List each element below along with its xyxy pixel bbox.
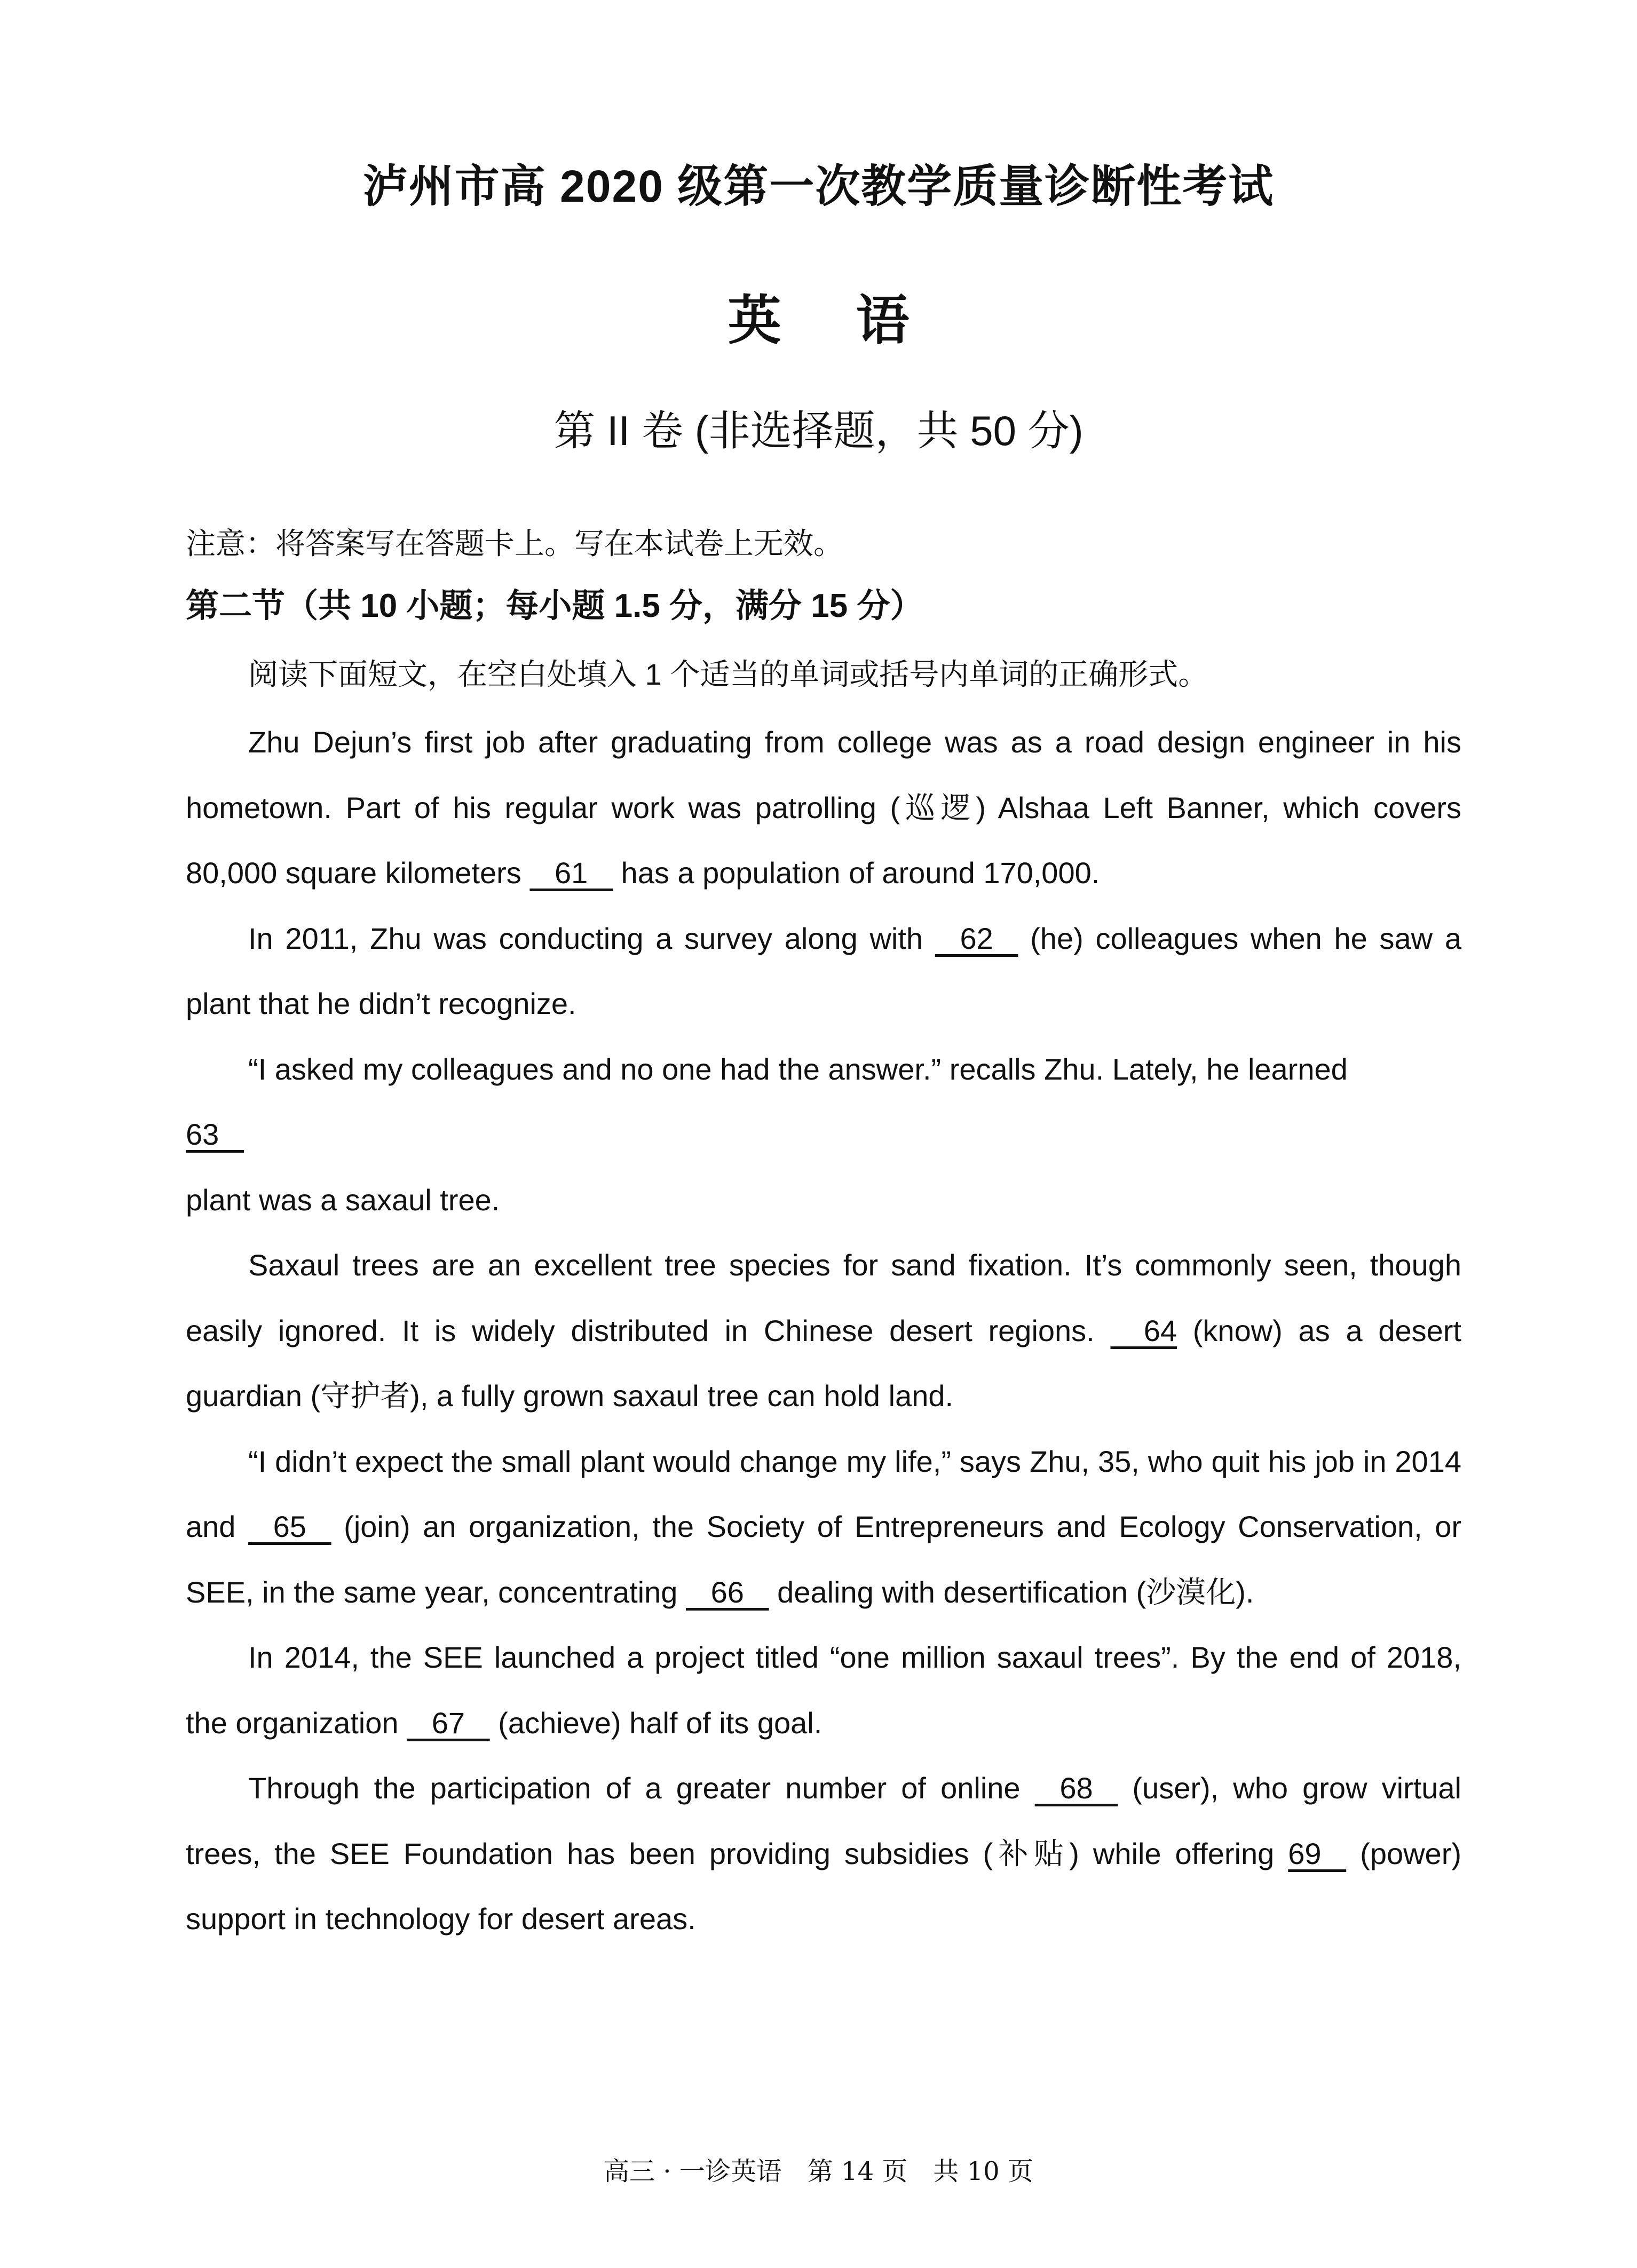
paragraph-text: In 2011, Zhu was conducting a survey along with xyxy=(248,921,935,955)
paragraph-5 xyxy=(186,1429,1461,1625)
paragraph-text: (user), who grow virtual trees, the SEE Foundation has been providing subsidies (补贴) while offering xyxy=(186,1771,1461,1870)
notice-text: 注意：将答案写在答题卡上。写在本试卷上无效。 xyxy=(186,527,843,560)
paragraph-text: “I didn’t expect the small plant would change my life,” says Zhu, 35, who quit his job in 2014 and xyxy=(186,1444,1461,1543)
blank-64: 64 xyxy=(1110,1313,1177,1347)
subject-char-1: 英 xyxy=(727,291,781,351)
paragraph-text: dealing with desertification (沙漠化). xyxy=(769,1575,1254,1609)
paragraph-text: (achieve) half of its goal. xyxy=(489,1706,823,1740)
paragraph-3-blank-line xyxy=(186,1102,1461,1168)
paragraph-1 xyxy=(186,710,1461,906)
paragraph-text: has a population of around 170,000. xyxy=(613,856,1100,890)
paragraph-text: In 2014, the SEE launched a project titled “one million saxaul trees”. By the end of 2018, the organization xyxy=(186,1640,1461,1740)
paragraph-text: plant was a saxaul tree. xyxy=(186,1183,500,1217)
paragraph-7 xyxy=(186,1756,1461,1952)
reading-passage xyxy=(186,710,1461,1952)
blank-63: 63 xyxy=(186,1117,244,1151)
section-title: 第二节（共 10 小题；每小题 1.5 分，满分 15 分） xyxy=(186,588,923,624)
paragraph-3 xyxy=(186,1037,1461,1103)
paragraph-3-continued xyxy=(186,1168,1461,1233)
paragraph-text: Zhu Dejun’s first job after graduating from college was as a road design engineer in his hometown. Part of his regular work was patrolling (巡逻) Alshaa Left Banner, which covers 80,000 square kilometers xyxy=(186,725,1461,890)
blank-66: 66 xyxy=(685,1575,769,1609)
paragraph-text: (know) as a desert guardian (守护者), a fully grown saxaul tree can hold land. xyxy=(186,1313,1461,1413)
blank-67: 67 xyxy=(407,1706,490,1740)
blank-65: 65 xyxy=(248,1510,331,1543)
paragraph-text: (join) an organization, the Society of Entrepreneurs and Ecology Conservation, or SEE, in the same year, concentrating xyxy=(186,1510,1461,1609)
paragraph-text: (he) colleagues when he saw a plant that he didn’t recognize. xyxy=(186,921,1461,1020)
paragraph-text: “I asked my colleagues and no one had the answer.” recalls Zhu. Lately, he learned xyxy=(248,1052,1348,1086)
paragraph-6 xyxy=(186,1625,1461,1756)
paragraph-text: Through the participation of a greater number of online xyxy=(248,1771,1035,1805)
page-footer: 高三 · 一诊英语 第 14 页 共 10 页 xyxy=(604,2156,1033,2186)
paragraph-2 xyxy=(186,906,1461,1037)
section-instruction: 阅读下面短文，在空白处填入 1 个适当的单词或括号内单词的正确形式。 xyxy=(248,657,1208,691)
subject-char-2: 语 xyxy=(856,291,910,351)
subject-heading xyxy=(0,277,1637,354)
exam-title: 泸州市高 2020 级第一次教学质量诊断性考试 xyxy=(362,161,1275,211)
blank-61: 61 xyxy=(529,856,613,890)
volume-heading: 第 II 卷 (非选择题，共 50 分) xyxy=(553,407,1084,454)
paragraph-text: Saxaul trees are an excellent tree species for sand fixation. It’s commonly seen, though easily ignored. It is widely distributed in Chinese desert regions. xyxy=(186,1248,1461,1347)
blank-62: 62 xyxy=(935,921,1018,955)
blank-69: 69 xyxy=(1288,1836,1347,1870)
paragraph-text: (power) support in technology for desert areas. xyxy=(186,1836,1461,1936)
blank-68: 68 xyxy=(1034,1771,1118,1805)
paragraph-4 xyxy=(186,1233,1461,1429)
